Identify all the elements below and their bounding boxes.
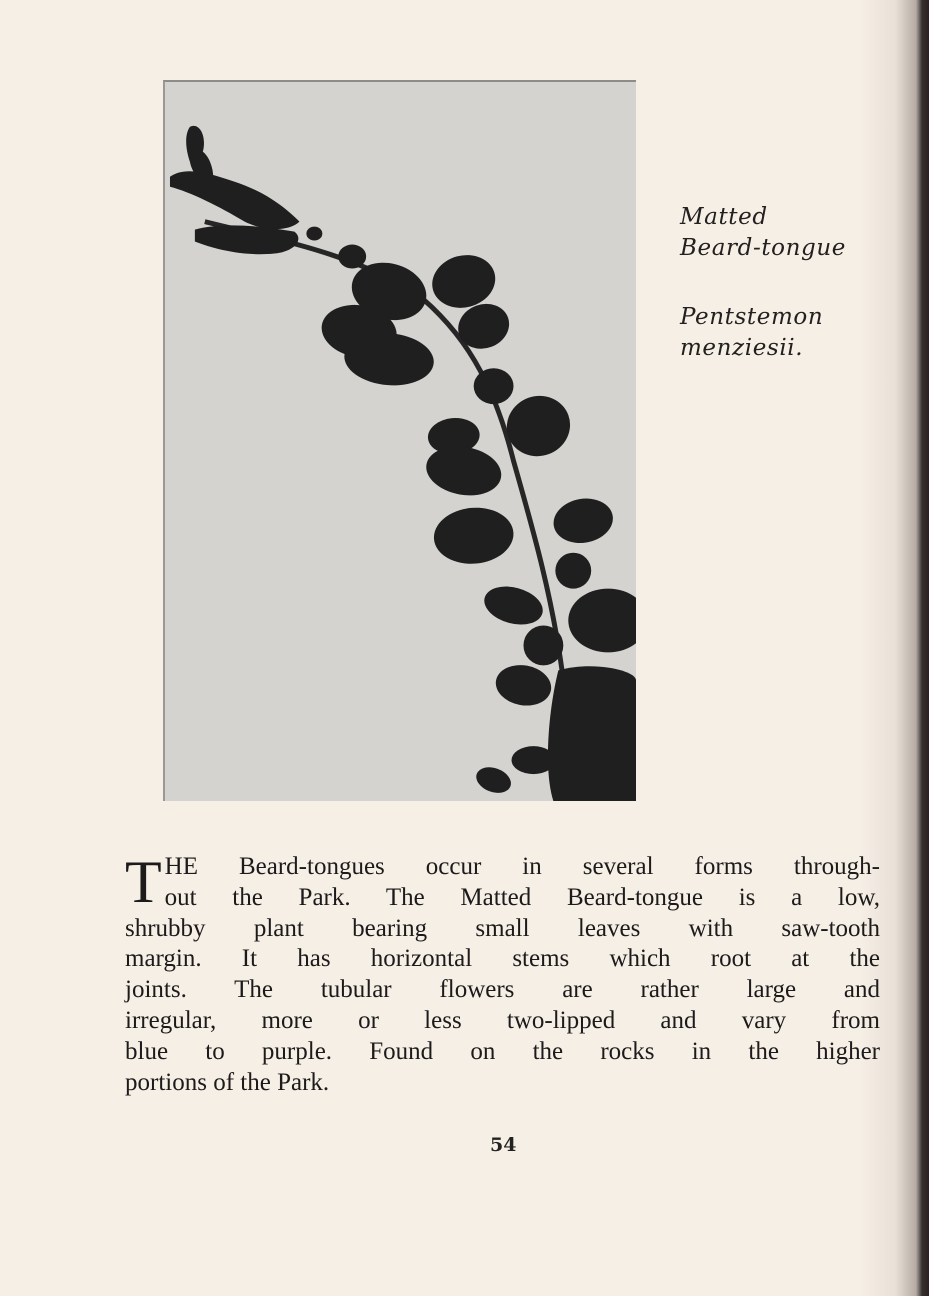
scientific-name-line-1: Pentstemon — [680, 304, 824, 330]
paragraph-line: shrubby plant bearing small leaves with saw-tooth — [125, 914, 880, 942]
paragraph-line: portions of the Park. — [125, 1068, 330, 1096]
drop-cap: T — [125, 849, 162, 915]
plant-photograph — [163, 80, 636, 801]
flower-upper — [170, 171, 299, 229]
common-name-line-1: Matted — [680, 204, 768, 230]
flower-lower — [195, 225, 298, 254]
caption-spacer — [680, 264, 846, 302]
figure-caption — [680, 202, 846, 364]
paragraph-line: joints. The tubular flowers are rather large and — [125, 976, 880, 1004]
paragraph-line: margin. It has horizontal stems which root at the — [125, 945, 880, 973]
scientific-name-line-2: menziesii. — [680, 335, 804, 361]
paragraph-line: blue to purple. Found on the rocks in the higher — [125, 1037, 880, 1065]
page-number: 54 — [490, 1134, 517, 1156]
paragraph-line: HE Beard-tongues occur in several forms through- — [164, 853, 880, 880]
paragraph-line: irregular, more or less two-lipped and vary from — [125, 1006, 880, 1034]
beard-tongue-silhouette — [165, 82, 636, 801]
common-name-line-2: Beard-tongue — [680, 235, 846, 261]
paragraph-line: out the Park. The Matted Beard-tongue is a low, — [164, 883, 880, 911]
body-paragraph — [125, 849, 880, 1098]
dense-foliage — [548, 666, 636, 801]
